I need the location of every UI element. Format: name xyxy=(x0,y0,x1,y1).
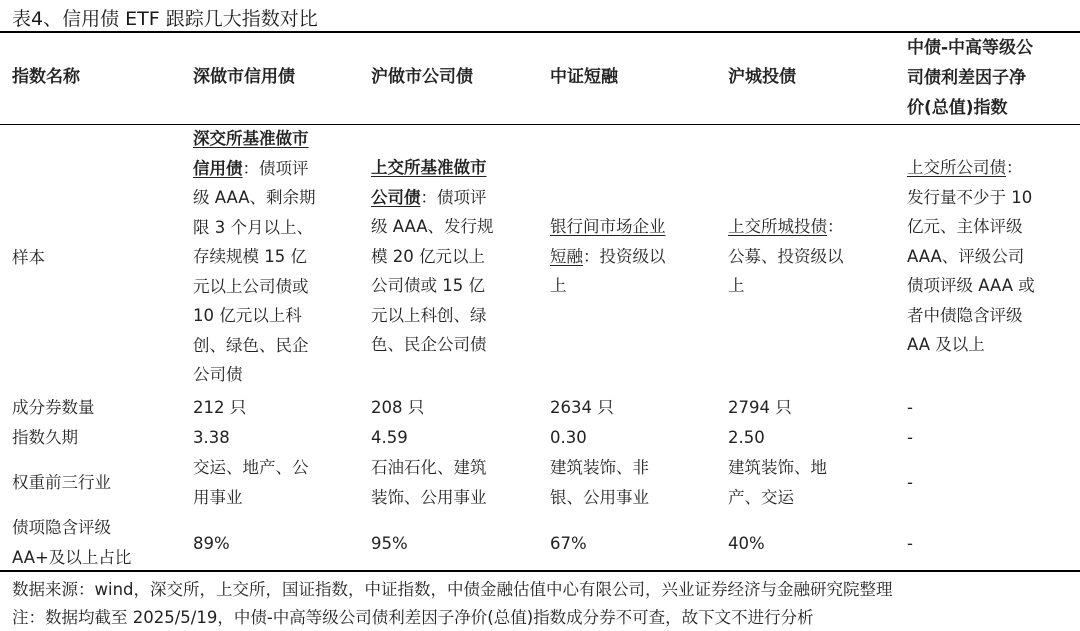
rating-col-3: 67% xyxy=(550,534,587,553)
sample-col-1-line: 元以上公司债或 xyxy=(193,276,309,296)
sample-col-5-line: 亿元、主体评级 xyxy=(907,217,1023,236)
sample-col-2-line: 公司债或 15 亿 xyxy=(371,276,485,295)
duration-col-2: 4.59 xyxy=(371,428,408,447)
sample-col-1-line: 10 亿元以上科 xyxy=(193,306,302,325)
sample-col-2-line: 元以上科创、绿 xyxy=(371,305,487,325)
sample-col-3-lead: 银行间市场企业 xyxy=(550,217,666,236)
sample-col-1-text: ：债项评 xyxy=(242,158,309,178)
sample-col-3 xyxy=(550,212,666,301)
sample-col-1-lead: 深交所基准做市 xyxy=(193,129,309,148)
header-col-3: 中证短融 xyxy=(550,67,618,87)
rating-col-5: - xyxy=(907,534,913,553)
sample-col-2-text: ：债项评 xyxy=(420,187,487,207)
sample-col-1-line: 级 AAA、剩余期 xyxy=(193,188,316,207)
row-label-rating xyxy=(12,513,131,572)
rating-col-4: 40% xyxy=(728,534,765,553)
row-label-industry: 权重前三行业 xyxy=(12,473,111,492)
duration-col-1: 3.38 xyxy=(193,428,230,447)
count-col-4: 2794 只 xyxy=(728,398,792,417)
header-index-name: 指数名称 xyxy=(12,67,80,87)
duration-col-5: - xyxy=(907,428,913,447)
header-col-5 xyxy=(907,33,1033,123)
table-title: 表4、信用债 ETF 跟踪几大指数对比 xyxy=(12,8,318,30)
sample-col-1 xyxy=(193,124,316,390)
header-col-5-line: 司债利差因子净 xyxy=(907,68,1026,88)
source-note: 数据来源：wind，深交所，上交所，国证指数，中证指数，中债金融估值中心有限公司，兴业证券经济与金融研究院整理 xyxy=(12,580,893,599)
sample-col-5-text: ： xyxy=(1006,158,1023,177)
industry-col-2-line: 装饰、公用事业 xyxy=(371,487,487,507)
header-col-5-line: 价(总值)指数 xyxy=(907,98,1008,118)
sample-col-2-lead: 上交所基准做市 xyxy=(371,158,487,177)
header-rule xyxy=(0,124,1080,125)
industry-col-5: - xyxy=(907,473,913,492)
sample-col-5-line: AAA、评级公司 xyxy=(907,246,1025,266)
sample-col-2-lead: 公司债 xyxy=(371,187,421,207)
duration-col-4: 2.50 xyxy=(728,428,765,447)
sample-col-4-line: 上 xyxy=(728,276,745,295)
footnote: 注：数据均截至 2025/5/19，中债-中高等级公司债利差因子净价(总值)指数成分券不可查，故下文不进行分析 xyxy=(12,608,814,627)
sample-col-3-lead: 短融 xyxy=(550,246,583,266)
row-label-rating-line: AA+及以上占比 xyxy=(12,547,132,567)
sample-col-4-text: ： xyxy=(827,217,844,236)
industry-col-4-line: 建筑装饰、地 xyxy=(728,458,827,477)
sample-col-2-line: 级 AAA、发行规 xyxy=(371,217,494,236)
industry-col-1-line: 交运、地产、公 xyxy=(193,458,309,477)
industry-col-2-line: 石油石化、建筑 xyxy=(371,458,487,477)
industry-col-3-line: 银、公用事业 xyxy=(550,487,649,507)
count-col-1: 212 只 xyxy=(193,398,247,417)
sample-col-5-line: 发行量不少于 10 xyxy=(907,187,1033,207)
sample-col-4 xyxy=(728,212,844,301)
sample-col-5 xyxy=(907,153,1035,360)
sample-col-1-line: 限 3 个月以上、 xyxy=(193,217,313,237)
sample-col-3-text: ：投资级以 xyxy=(583,246,666,266)
sample-col-5-line: 债项评级 AAA 或 xyxy=(907,276,1035,295)
count-col-3: 2634 只 xyxy=(550,398,614,417)
sample-col-5-line: AA 及以上 xyxy=(907,335,985,354)
industry-col-3-line: 建筑装饰、非 xyxy=(550,458,649,477)
header-col-1: 深做市信用债 xyxy=(193,67,295,87)
header-col-2: 沪做市公司债 xyxy=(371,67,473,87)
sample-col-3-line: 上 xyxy=(550,276,567,295)
row-label-duration: 指数久期 xyxy=(12,428,78,447)
bottom-rule xyxy=(0,570,1080,572)
industry-col-1 xyxy=(193,453,309,512)
industry-col-1-line: 用事业 xyxy=(193,487,243,507)
industry-col-4 xyxy=(728,453,827,512)
count-col-2: 208 只 xyxy=(371,398,425,417)
sample-col-2-line: 色、民企公司债 xyxy=(371,335,487,354)
sample-col-1-line: 存续规模 15 亿 xyxy=(193,247,307,266)
header-col-5-line: 中债-中高等级公 xyxy=(907,38,1034,58)
industry-col-3 xyxy=(550,453,649,512)
row-label-rating-line: 债项隐含评级 xyxy=(12,518,111,537)
industry-col-2 xyxy=(371,453,487,512)
duration-col-3: 0.30 xyxy=(550,428,587,447)
rating-col-1: 89% xyxy=(193,534,230,553)
sample-col-2 xyxy=(371,153,494,360)
sample-col-5-line: 者中债隐含评级 xyxy=(907,305,1023,325)
sample-col-4-line: 公募、投资级以 xyxy=(728,246,844,266)
sample-col-5-lead: 上交所公司债 xyxy=(907,158,1006,177)
header-col-4: 沪城投债 xyxy=(728,67,796,87)
sample-col-1-line: 公司债 xyxy=(193,365,243,384)
sample-col-1-lead: 信用债 xyxy=(193,158,243,178)
rating-col-2: 95% xyxy=(371,534,408,553)
industry-col-4-line: 产、交运 xyxy=(728,487,794,507)
sample-col-1-line: 创、绿色、民企 xyxy=(193,335,309,355)
sample-col-2-line: 模 20 亿元以上 xyxy=(371,246,485,266)
count-col-5: - xyxy=(907,398,913,417)
sample-col-4-lead: 上交所城投债 xyxy=(728,217,827,236)
row-label-sample: 样本 xyxy=(12,248,45,267)
row-label-count: 成分券数量 xyxy=(12,398,95,417)
